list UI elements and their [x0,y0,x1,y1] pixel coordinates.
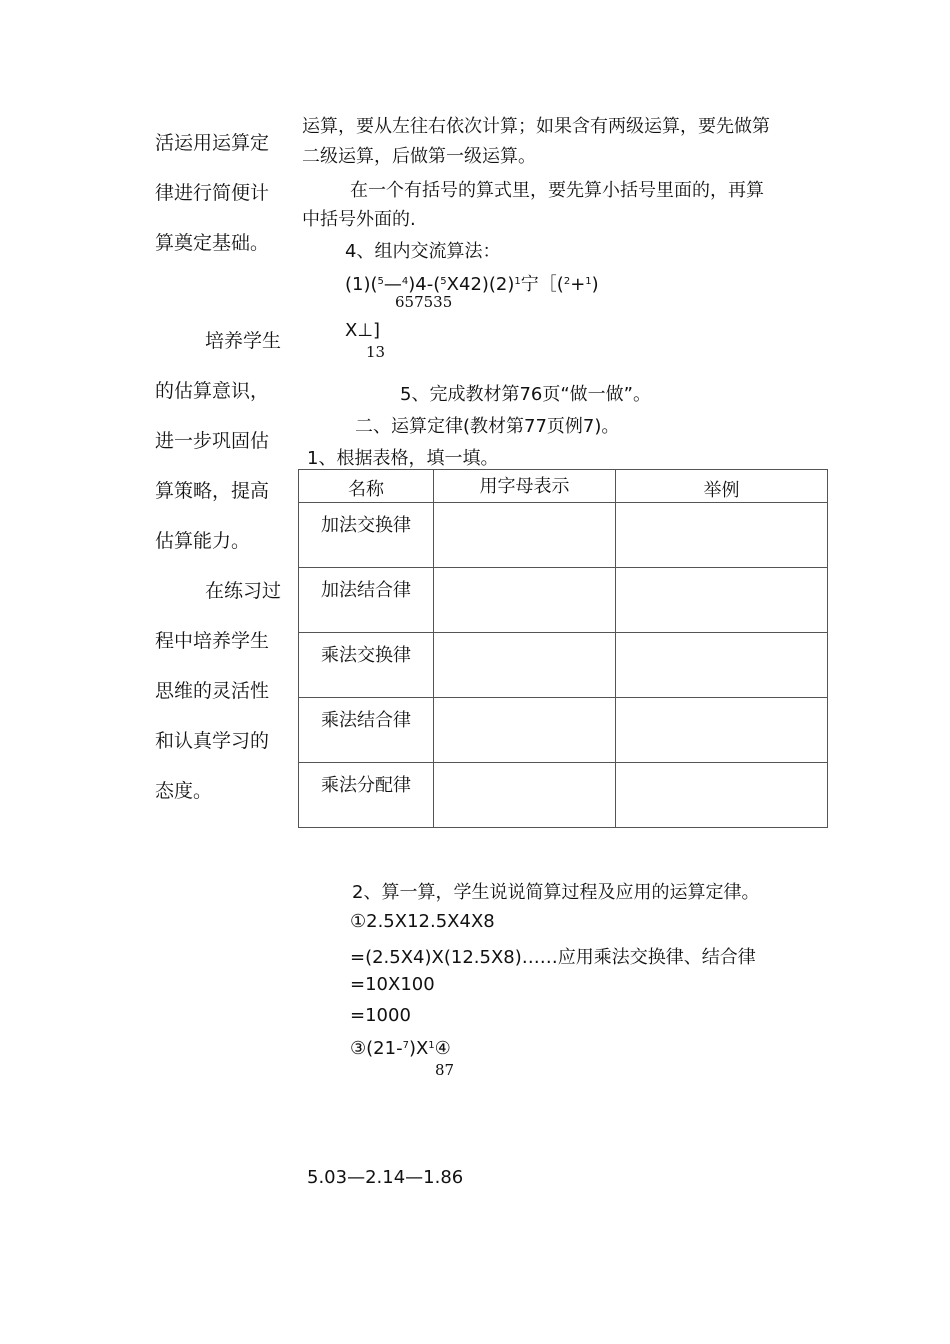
example-cell[interactable] [616,568,828,633]
sidebar-line: 程中培养学生 [155,630,270,652]
example-cell[interactable] [616,633,828,698]
calc-line: $③(21-^7)X^1④$ [350,1038,451,1059]
sidebar-line: 在练习过 [205,580,282,602]
formula-cell[interactable] [434,763,616,828]
formula-cell[interactable] [434,698,616,763]
law-name-cell: 乘法交换律 [299,633,434,698]
sidebar-line: 思维的灵活性 [155,680,270,702]
sidebar-line: 算奠定基础。 [155,232,270,254]
calc-line: =10X100 [350,974,435,995]
table-row [299,568,828,633]
sub-heading: 1、根据表格，填一填。 [307,448,499,469]
formula-cell[interactable] [434,633,616,698]
law-name-cell: 乘法结合律 [299,698,434,763]
formula-cell[interactable] [434,568,616,633]
table-row [299,698,828,763]
example-cell[interactable] [616,763,828,828]
calc-line: =(2.5X4)X(12.5X8)……应用乘法交换律、结合律 [350,947,756,968]
section-heading: 二、运算定律(教材第77页例7)。 [355,416,620,437]
table-row [299,503,828,568]
law-name-cell: 加法结合律 [299,568,434,633]
paragraph-line: 中括号外面的. [302,209,416,230]
formula-line: X⊥] [345,320,381,341]
bottom-expression: 5.03—2.14—1.86 [307,1167,464,1188]
table-header-cell: 用字母表示 [434,470,616,503]
sidebar-line: 态度。 [155,780,213,802]
sidebar-line: 进一步巩固估 [155,430,270,452]
sidebar-line: 和认真学习的 [155,730,270,752]
formula-subscript: 657535 [395,293,453,311]
law-name-cell: 乘法分配律 [299,763,434,828]
sidebar-line: 估算能力。 [155,530,251,552]
formula-subscript: 87 [435,1061,455,1079]
table-header-row [299,470,828,503]
step-heading: 5、完成教材第76页“做一做”。 [400,384,652,405]
sidebar-line: 培养学生 [205,330,282,352]
step-heading: 4、组内交流算法： [345,241,501,262]
table-row [299,633,828,698]
sidebar-line: 律进行简便计 [155,182,270,204]
example-cell[interactable] [616,698,828,763]
sub-heading: 2、算一算，学生说说简算过程及应用的运算定律。 [352,882,760,903]
calc-line: ①2.5X12.5X4X8 [350,911,495,932]
paragraph-line: 在一个有括号的算式里，要先算小括号里面的，再算 [350,180,764,201]
paragraph-line: 运算，要从左往右依次计算；如果含有两级运算，要先做第 [302,116,770,137]
table-header-cell: 举例 [616,470,828,503]
table-header-cell: 名称 [299,470,434,503]
formula-cell[interactable] [434,503,616,568]
sidebar-line: 算策略，提高 [155,480,270,502]
calc-line: =1000 [350,1005,411,1026]
sidebar-line: 的估算意识， [155,380,270,402]
formula-subscript: 13 [366,343,386,361]
formula-line: $(1)(^5—^4)4-(^5X42)(2)^1$宁［($^2$+$^1$) [345,274,599,295]
laws-table [298,469,828,828]
paragraph-line: 二级运算，后做第一级运算。 [302,146,536,167]
law-name-cell: 加法交换律 [299,503,434,568]
sidebar-line: 活运用运算定 [155,132,270,154]
example-cell[interactable] [616,503,828,568]
table-row [299,763,828,828]
